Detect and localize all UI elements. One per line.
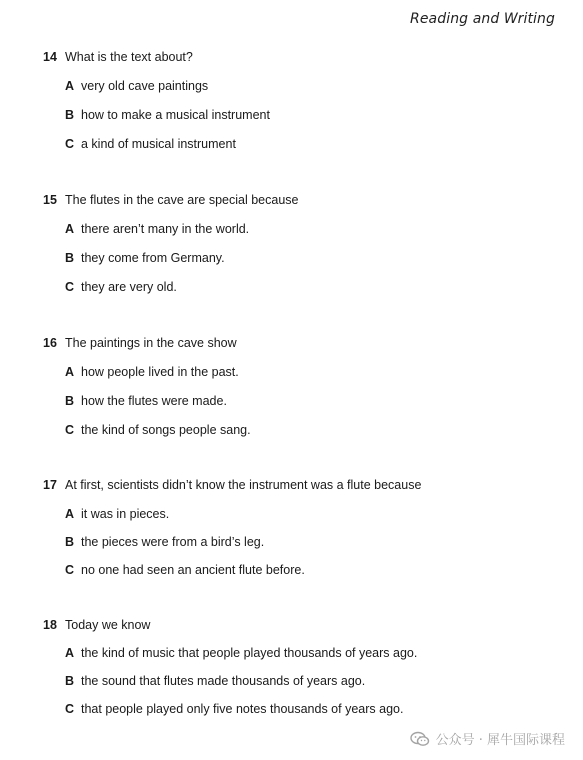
option-a [65, 365, 239, 379]
option-letter: A [65, 365, 75, 379]
question-text: Today we know [65, 618, 151, 632]
option-text: there aren’t many in the world. [81, 222, 250, 236]
question-number: 14 [43, 50, 57, 64]
option-letter: A [65, 507, 75, 521]
watermark-text: 公众号 · 犀牛国际课程 [435, 733, 565, 748]
option-b [65, 251, 225, 265]
option-c [65, 702, 403, 716]
option-text: how people lived in the past. [81, 365, 239, 379]
question-stem [43, 478, 421, 492]
question-text: What is the text about? [65, 50, 193, 64]
option-letter: B [65, 674, 75, 688]
option-text: very old cave paintings [81, 79, 209, 93]
page-header-title: Reading and Writing [410, 11, 555, 27]
question-stem [43, 50, 193, 64]
option-letter: C [65, 563, 75, 577]
question-stem [43, 336, 237, 350]
option-letter: C [65, 280, 75, 294]
question-text: At first, scientists didn’t know the instrument was a flute because [65, 478, 422, 492]
option-b [65, 394, 227, 408]
option-c [65, 280, 177, 294]
option-letter: A [65, 79, 75, 93]
option-text: how the flutes were made. [81, 394, 227, 408]
option-c [65, 137, 236, 151]
question-text: The flutes in the cave are special because [65, 193, 299, 207]
option-letter: B [65, 108, 75, 122]
option-letter: C [65, 702, 75, 716]
watermark [410, 729, 565, 748]
option-text: how to make a musical instrument [81, 108, 270, 122]
option-a [65, 222, 249, 236]
question-number: 17 [43, 478, 57, 492]
option-text: they come from Germany. [81, 251, 225, 265]
option-b [65, 674, 365, 688]
option-text: they are very old. [81, 280, 177, 294]
option-text: the pieces were from a bird’s leg. [81, 535, 265, 549]
option-letter: A [65, 646, 75, 660]
question-number: 18 [43, 618, 57, 632]
option-b [65, 535, 264, 549]
option-c [65, 563, 305, 577]
option-text: the kind of songs people sang. [81, 423, 251, 437]
option-text: a kind of musical instrument [81, 137, 236, 151]
option-b [65, 108, 270, 122]
option-a [65, 646, 417, 660]
option-a [65, 507, 169, 521]
question-stem [43, 618, 150, 632]
option-text: it was in pieces. [81, 507, 170, 521]
question-number: 16 [43, 336, 57, 350]
option-c [65, 423, 251, 437]
option-text: no one had seen an ancient flute before. [81, 563, 305, 577]
question-text: The paintings in the cave show [65, 336, 237, 350]
option-letter: C [65, 423, 75, 437]
option-letter: B [65, 251, 75, 265]
wechat-icon [410, 731, 430, 747]
option-text: the kind of music that people played thousands of years ago. [81, 646, 418, 660]
option-text: the sound that flutes made thousands of years ago. [81, 674, 366, 688]
question-number: 15 [43, 193, 57, 207]
option-letter: B [65, 535, 75, 549]
option-text: that people played only five notes thousands of years ago. [81, 702, 404, 716]
question-stem [43, 193, 298, 207]
option-a [65, 79, 208, 93]
option-letter: A [65, 222, 75, 236]
option-letter: C [65, 137, 75, 151]
option-letter: B [65, 394, 75, 408]
